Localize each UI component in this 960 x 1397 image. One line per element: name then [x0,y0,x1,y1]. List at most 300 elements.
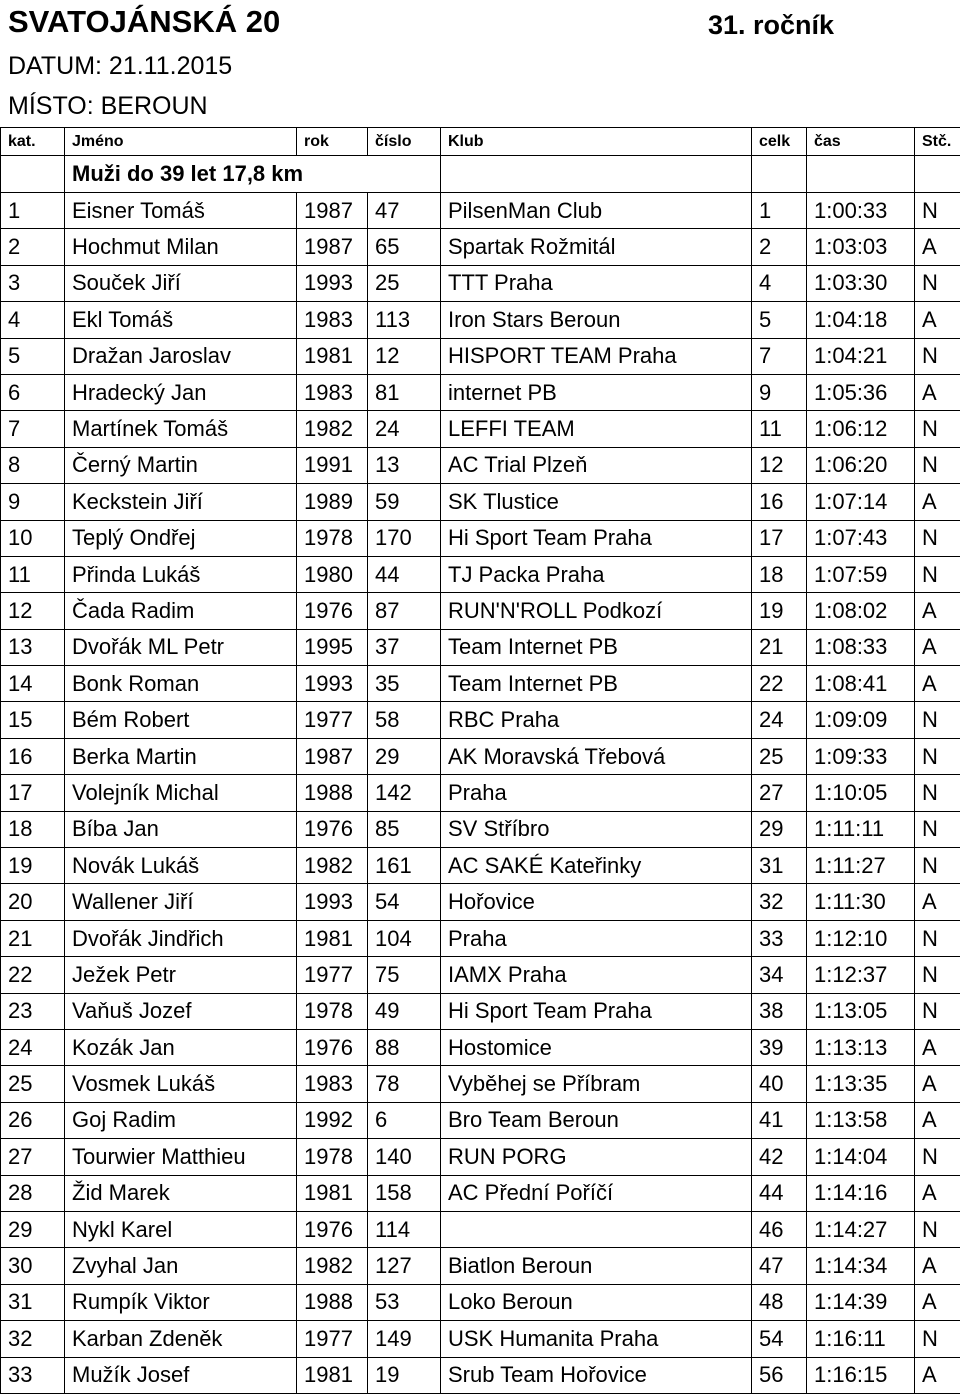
table-cell: Team Internet PB [441,666,752,702]
results-table [0,127,960,1394]
table-cell: 1:16:11 [807,1321,915,1357]
table-cell: 1989 [297,484,368,520]
table-cell: 1:06:12 [807,411,915,447]
table-cell: 1:08:33 [807,629,915,665]
table-row [1,447,960,483]
table-cell: 34 [752,957,807,993]
table-cell: 25 [752,738,807,774]
table-row [1,193,960,229]
table-cell: 26 [1,1102,65,1138]
table-cell: 1:04:21 [807,338,915,374]
table-cell: 127 [368,1248,441,1284]
table-cell: Martínek Tomáš [65,411,297,447]
table-cell: 1:00:33 [807,193,915,229]
table-cell: 78 [368,1066,441,1102]
table-cell: 13 [1,629,65,665]
table-cell: 1983 [297,302,368,338]
table-row [1,374,960,410]
table-row [1,702,960,738]
table-cell: 49 [368,993,441,1029]
table-cell: 65 [368,229,441,265]
table-row [1,848,960,884]
table-cell: A [915,229,960,265]
table-row [1,884,960,920]
table-row [1,629,960,665]
table-cell: 1:12:37 [807,957,915,993]
table-row [1,1211,960,1247]
table-cell: 30 [1,1248,65,1284]
table-cell: Team Internet PB [441,629,752,665]
table-cell: 1:07:43 [807,520,915,556]
table-cell: USK Humanita Praha [441,1321,752,1357]
table-cell: A [915,1102,960,1138]
table-cell: 18 [1,811,65,847]
table-cell: Praha [441,775,752,811]
table-cell: RUN'N'ROLL Podkozí [441,593,752,629]
table-cell: Keckstein Jiří [65,484,297,520]
table-cell: 1:11:11 [807,811,915,847]
table-cell: 7 [1,411,65,447]
table-cell: 1987 [297,229,368,265]
table-cell: 1:13:35 [807,1066,915,1102]
table-cell: A [915,1357,960,1393]
table-cell: 9 [1,484,65,520]
table-cell: Vaňuš Jozef [65,993,297,1029]
table-cell: 1988 [297,1284,368,1320]
table-cell: 161 [368,848,441,884]
table-cell: Bém Robert [65,702,297,738]
table-cell: A [915,302,960,338]
table-cell: 114 [368,1211,441,1247]
table-cell: 27 [752,775,807,811]
table-cell: 104 [368,920,441,956]
table-cell: AC Trial Plzeň [441,447,752,483]
table-cell: AC Přední Poříčí [441,1175,752,1211]
table-cell: 12 [752,447,807,483]
table-cell: Ekl Tomáš [65,302,297,338]
table-cell: 3 [1,265,65,301]
table-cell: 17 [752,520,807,556]
table-cell: 24 [368,411,441,447]
table-cell: 1:05:36 [807,374,915,410]
table-cell: 21 [752,629,807,665]
table-cell: Zvyhal Jan [65,1248,297,1284]
table-cell: 1 [752,193,807,229]
table-row [1,1321,960,1357]
table-cell: 158 [368,1175,441,1211]
table-cell [752,156,807,193]
table-cell: Hochmut Milan [65,229,297,265]
table-cell: Berka Martin [65,738,297,774]
table-row [1,593,960,629]
table-cell: A [915,484,960,520]
table-cell: SK Tlustice [441,484,752,520]
table-cell: 113 [368,302,441,338]
table-cell: N [915,957,960,993]
table-cell: 19 [368,1357,441,1393]
table-cell: Teplý Ondřej [65,520,297,556]
table-cell: 16 [752,484,807,520]
table-cell: Bonk Roman [65,666,297,702]
table-cell: A [915,1029,960,1065]
table-cell: 1:07:14 [807,484,915,520]
table-cell: Dvořák ML Petr [65,629,297,665]
table-cell: Kozák Jan [65,1029,297,1065]
table-cell: 87 [368,593,441,629]
table-row [1,1284,960,1320]
table-cell: 29 [752,811,807,847]
table-cell [807,156,915,193]
table-cell: 1987 [297,738,368,774]
table-cell: 81 [368,374,441,410]
table-cell: 1:13:58 [807,1102,915,1138]
table-cell: 53 [368,1284,441,1320]
table-cell: 1993 [297,265,368,301]
table-cell: 1983 [297,374,368,410]
table-row [1,1066,960,1102]
table-cell: N [915,1211,960,1247]
table-cell: 6 [368,1102,441,1138]
table-cell: 1981 [297,920,368,956]
table-row [1,1029,960,1065]
table-row [1,1175,960,1211]
table-row [1,1139,960,1175]
table-cell: 4 [1,302,65,338]
table-cell: A [915,629,960,665]
table-cell: Tourwier Matthieu [65,1139,297,1175]
table-cell: 1:14:27 [807,1211,915,1247]
table-cell: 85 [368,811,441,847]
table-cell: Hradecký Jan [65,374,297,410]
table-cell: 1:07:59 [807,556,915,592]
table-cell: Goj Radim [65,1102,297,1138]
table-cell: 1:14:34 [807,1248,915,1284]
table-cell: 1:09:09 [807,702,915,738]
column-header: Jméno [65,128,297,156]
table-cell: Dražan Jaroslav [65,338,297,374]
table-cell: PilsenMan Club [441,193,752,229]
table-cell: 10 [1,520,65,556]
table-cell: Čada Radim [65,593,297,629]
table-cell: 42 [752,1139,807,1175]
table-header-row [1,128,960,156]
table-cell: 11 [1,556,65,592]
table-cell: 13 [368,447,441,483]
table-cell: N [915,811,960,847]
place-label: MÍSTO: BEROUN [8,92,208,120]
table-cell: Loko Beroun [441,1284,752,1320]
table-cell: 20 [1,884,65,920]
table-cell: 1981 [297,338,368,374]
table-cell: Vosmek Lukáš [65,1066,297,1102]
column-header: číslo [368,128,441,156]
table-cell: 1:16:15 [807,1357,915,1393]
table-cell: 8 [1,447,65,483]
table-cell: 17 [1,775,65,811]
table-cell: 19 [752,593,807,629]
table-cell: A [915,374,960,410]
table-cell: 59 [368,484,441,520]
table-cell: 25 [368,265,441,301]
table-cell: 1:12:10 [807,920,915,956]
table-cell: 1992 [297,1102,368,1138]
table-cell: N [915,411,960,447]
table-row [1,302,960,338]
date-label: DATUM: 21.11.2015 [8,52,233,80]
table-cell: RUN PORG [441,1139,752,1175]
table-cell: 1993 [297,666,368,702]
table-cell: 5 [1,338,65,374]
table-cell: 23 [1,993,65,1029]
table-cell: 1977 [297,702,368,738]
table-cell: TTT Praha [441,265,752,301]
table-cell: AK Moravská Třebová [441,738,752,774]
table-row [1,556,960,592]
column-header: Klub [441,128,752,156]
table-cell: 44 [368,556,441,592]
table-cell: N [915,775,960,811]
table-row [1,1102,960,1138]
table-cell: 54 [752,1321,807,1357]
table-row [1,738,960,774]
category-row [1,156,960,193]
table-cell: SV Stříbro [441,811,752,847]
table-cell [441,1211,752,1247]
table-cell: 1:11:27 [807,848,915,884]
table-cell: Praha [441,920,752,956]
category-label: Muži do 39 let 17,8 km [65,156,441,193]
table-cell: N [915,1139,960,1175]
table-cell: 47 [368,193,441,229]
table-cell: 48 [752,1284,807,1320]
table-cell: 1:14:39 [807,1284,915,1320]
table-cell: 88 [368,1029,441,1065]
table-row [1,411,960,447]
table-cell: Dvořák Jindřich [65,920,297,956]
table-cell: N [915,520,960,556]
table-cell: A [915,1248,960,1284]
table-cell: 1981 [297,1357,368,1393]
table-cell: 1978 [297,993,368,1029]
table-cell: 1 [1,193,65,229]
table-cell: 75 [368,957,441,993]
table-cell: 29 [368,738,441,774]
table-cell: Bro Team Beroun [441,1102,752,1138]
column-header: čas [807,128,915,156]
table-cell: 1:04:18 [807,302,915,338]
table-cell: 1982 [297,848,368,884]
table-cell: 11 [752,411,807,447]
table-cell: Hořovice [441,884,752,920]
table-cell: Srub Team Hořovice [441,1357,752,1393]
table-cell: 1:03:03 [807,229,915,265]
table-cell: 39 [752,1029,807,1065]
table-row [1,520,960,556]
table-cell: 29 [1,1211,65,1247]
table-cell: Ježek Petr [65,957,297,993]
table-cell: A [915,1284,960,1320]
table-cell: 1:06:20 [807,447,915,483]
table-cell: 7 [752,338,807,374]
table-cell: 54 [368,884,441,920]
table-cell: 1976 [297,593,368,629]
table-cell: 37 [368,629,441,665]
table-cell: N [915,193,960,229]
table-cell: 31 [752,848,807,884]
table-cell [441,156,752,193]
table-cell: Wallener Jiří [65,884,297,920]
table-cell: 1982 [297,411,368,447]
table-cell: 142 [368,775,441,811]
table-row [1,229,960,265]
table-cell: 1:13:05 [807,993,915,1029]
table-cell: Biatlon Beroun [441,1248,752,1284]
table-cell: 58 [368,702,441,738]
table-cell: 1982 [297,1248,368,1284]
table-cell: A [915,666,960,702]
table-cell: Hi Sport Team Praha [441,993,752,1029]
table-row [1,993,960,1029]
table-cell: 44 [752,1175,807,1211]
table-cell: N [915,702,960,738]
table-row [1,775,960,811]
table-cell: N [915,265,960,301]
table-cell: AC SAKÉ Kateřinky [441,848,752,884]
table-row [1,811,960,847]
table-cell: 1983 [297,1066,368,1102]
table-cell: 33 [1,1357,65,1393]
table-cell: 19 [1,848,65,884]
table-cell: 170 [368,520,441,556]
table-cell: 4 [752,265,807,301]
table-cell: Vyběhej se Příbram [441,1066,752,1102]
table-cell: 1987 [297,193,368,229]
table-cell: IAMX Praha [441,957,752,993]
table-cell: N [915,338,960,374]
table-cell: 1:08:41 [807,666,915,702]
table-cell: 46 [752,1211,807,1247]
table-cell [915,156,960,193]
table-cell: Mužík Josef [65,1357,297,1393]
table-cell: 1:14:04 [807,1139,915,1175]
table-cell: 1:13:13 [807,1029,915,1065]
column-header: celk [752,128,807,156]
table-cell: 1976 [297,811,368,847]
table-cell: A [915,1066,960,1102]
table-cell: 1981 [297,1175,368,1211]
table-cell: N [915,993,960,1029]
table-cell: 16 [1,738,65,774]
table-cell: 28 [1,1175,65,1211]
table-cell: HISPORT TEAM Praha [441,338,752,374]
table-cell: 47 [752,1248,807,1284]
table-cell: 1978 [297,1139,368,1175]
table-cell: 1995 [297,629,368,665]
table-cell: 32 [752,884,807,920]
table-cell [1,156,65,193]
table-cell: 35 [368,666,441,702]
table-row [1,957,960,993]
table-cell: 38 [752,993,807,1029]
table-cell: 1978 [297,520,368,556]
table-cell: 1980 [297,556,368,592]
table-cell: Volejník Michal [65,775,297,811]
table-cell: 6 [1,374,65,410]
table-cell: 1:03:30 [807,265,915,301]
table-cell: internet PB [441,374,752,410]
table-cell: 14 [1,666,65,702]
table-row [1,1248,960,1284]
table-cell: 1:11:30 [807,884,915,920]
table-cell: 2 [1,229,65,265]
table-cell: Iron Stars Beroun [441,302,752,338]
table-cell: 9 [752,374,807,410]
table-cell: 24 [752,702,807,738]
table-cell: 22 [752,666,807,702]
table-cell: Novák Lukáš [65,848,297,884]
table-cell: N [915,556,960,592]
table-cell: Karban Zdeněk [65,1321,297,1357]
table-cell: Hostomice [441,1029,752,1065]
table-cell: Přinda Lukáš [65,556,297,592]
table-cell: Žid Marek [65,1175,297,1211]
table-cell: 1991 [297,447,368,483]
table-cell: A [915,884,960,920]
table-row [1,484,960,520]
table-cell: 31 [1,1284,65,1320]
table-cell: A [915,1175,960,1211]
table-cell: Eisner Tomáš [65,193,297,229]
table-cell: 1993 [297,884,368,920]
table-cell: 41 [752,1102,807,1138]
column-header: Stč. [915,128,960,156]
table-cell: 2 [752,229,807,265]
table-cell: Spartak Rožmitál [441,229,752,265]
column-header: rok [297,128,368,156]
table-cell: 1977 [297,957,368,993]
table-cell: 15 [1,702,65,738]
table-cell: Černý Martin [65,447,297,483]
table-cell: N [915,848,960,884]
column-header: kat. [1,128,65,156]
table-row [1,1357,960,1393]
table-cell: 24 [1,1029,65,1065]
table-cell: 12 [368,338,441,374]
table-cell: 140 [368,1139,441,1175]
table-cell: 1:08:02 [807,593,915,629]
table-cell: 1976 [297,1029,368,1065]
table-cell: N [915,920,960,956]
table-cell: Bíba Jan [65,811,297,847]
table-cell: N [915,447,960,483]
table-row [1,265,960,301]
table-cell: 1988 [297,775,368,811]
table-cell: 32 [1,1321,65,1357]
table-cell: Hi Sport Team Praha [441,520,752,556]
table-cell: 1:09:33 [807,738,915,774]
table-cell: Souček Jiří [65,265,297,301]
edition-label: 31. ročník [708,10,835,40]
table-cell: 33 [752,920,807,956]
table-cell: 1:14:16 [807,1175,915,1211]
table-cell: LEFFI TEAM [441,411,752,447]
table-cell: TJ Packa Praha [441,556,752,592]
table-cell: 25 [1,1066,65,1102]
table-cell: Nykl Karel [65,1211,297,1247]
table-cell: 12 [1,593,65,629]
table-cell: 1:10:05 [807,775,915,811]
table-row [1,920,960,956]
